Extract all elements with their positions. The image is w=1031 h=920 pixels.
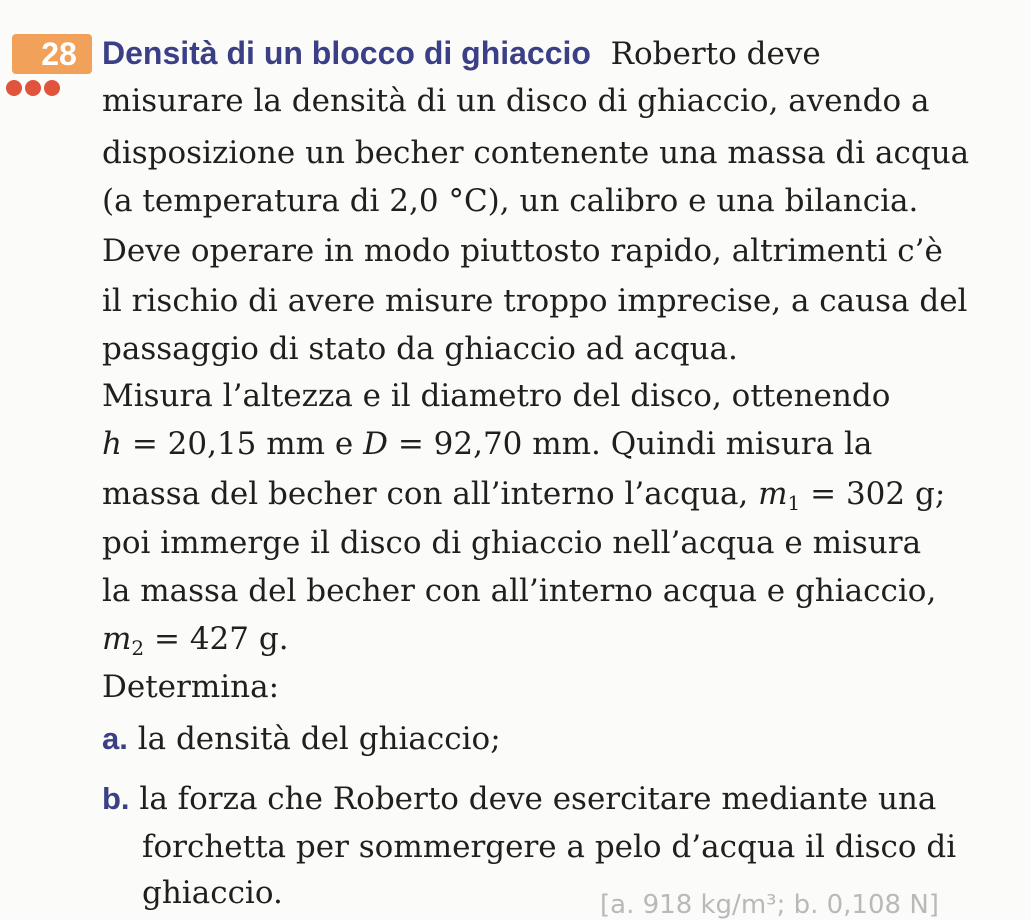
item-b-line-1 [102, 778, 936, 820]
text-line-3: disposizione un becher contenente una massa di acqua [102, 135, 970, 171]
text-line-13 [102, 618, 289, 669]
mass-1-subscript: 1 [787, 491, 801, 515]
item-b-text-1: la forza che Roberto deve esercitare mediante una [129, 781, 937, 817]
line-1-text: Roberto deve [610, 36, 821, 72]
text-line-7: passaggio di stato da ghiaccio ad acqua. [102, 331, 738, 367]
difficulty-dot-icon [44, 80, 60, 96]
item-b-label: b. [102, 781, 130, 816]
answer-hint: [a. 918 kg/m³; b. 0,108 N] [600, 890, 939, 920]
mass-2-subscript: 2 [131, 636, 145, 660]
difficulty-indicator [6, 80, 60, 96]
text-line-10 [102, 473, 945, 524]
text-line-1 [102, 32, 821, 75]
connector-text: e [325, 426, 364, 462]
item-a [102, 718, 501, 760]
item-a-label: a. [102, 721, 128, 756]
difficulty-dot-icon [6, 80, 22, 96]
height-value: = 20,15 mm [121, 426, 326, 462]
text-line-5: Deve operare in modo piuttosto rapido, altrimenti c’è [102, 233, 943, 269]
text-line-6: il rischio di avere misure troppo imprecise, a causa del [102, 283, 968, 319]
text-line-9 [102, 423, 872, 465]
item-a-text: la densità del ghiaccio; [127, 721, 501, 757]
text-line-11: poi immerge il disco di ghiaccio nell’acqua e misura [102, 525, 922, 561]
text-line-2: misurare la densità di un disco di ghiaccio, avendo a [102, 83, 930, 119]
item-b-line-2: forchetta per sommergere a pelo d’acqua il disco di [142, 829, 957, 865]
exercise-number: 28 [41, 36, 77, 72]
mass-1-variable: m [758, 476, 788, 512]
text-line-4: (a temperatura di 2,0 °C), un calibro e una bilancia. [102, 183, 919, 219]
line-9-end: . Quindi misura la [591, 426, 873, 462]
mass-1-value: = 302 g; [800, 476, 946, 512]
diameter-value: = 92,70 mm [387, 426, 592, 462]
item-b-line-3: ghiaccio. [142, 875, 283, 911]
text-line-8: Misura l’altezza e il diametro del disco, ottenendo [102, 378, 891, 414]
difficulty-dot-icon [25, 80, 41, 96]
text-line-14: Determina: [102, 669, 280, 705]
text-line-12: la massa del becher con all’interno acqua e ghiaccio, [102, 573, 937, 609]
mass-2-value: = 427 g. [144, 621, 289, 657]
mass-2-variable: m [102, 621, 132, 657]
line-10-start: massa del becher con all’interno l’acqua, [102, 476, 759, 512]
diameter-variable: D [363, 426, 388, 462]
height-variable: h [102, 426, 122, 462]
exercise-title: Densità di un blocco di ghiaccio [102, 35, 591, 71]
